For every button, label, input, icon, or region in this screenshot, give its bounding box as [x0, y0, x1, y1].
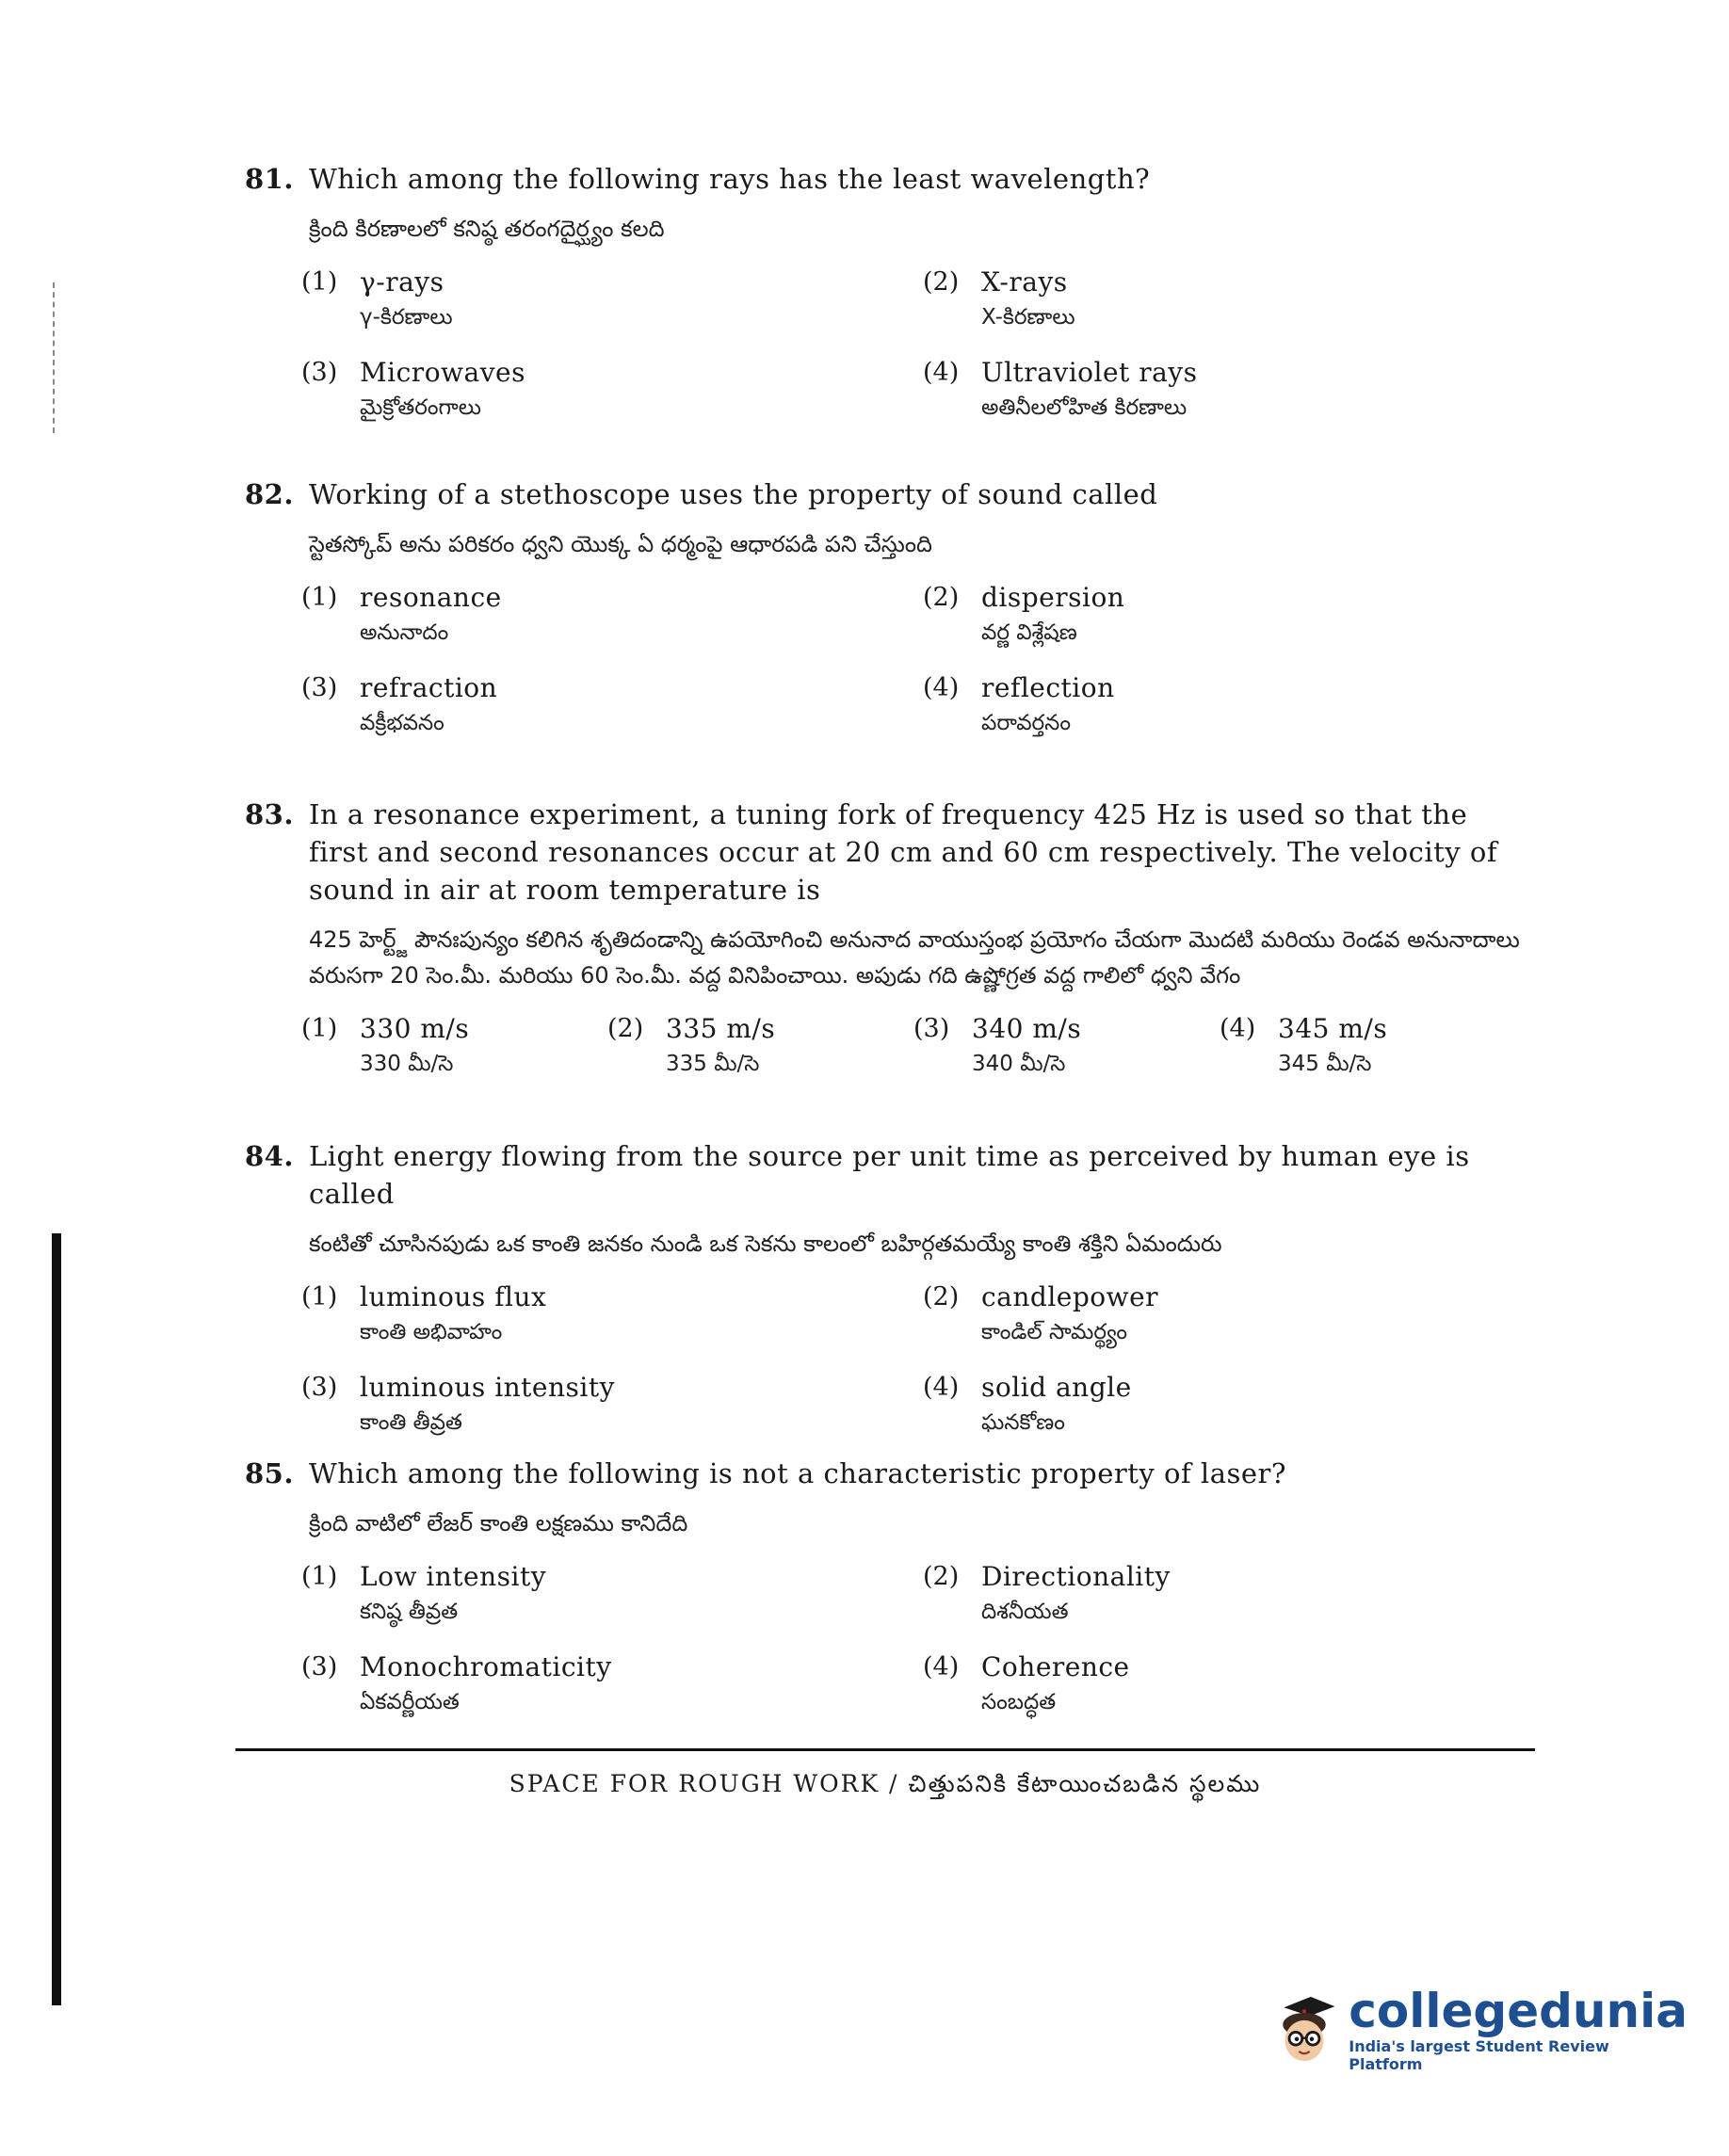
question-83: [245, 796, 1535, 1080]
option-text: dispersion: [981, 582, 1125, 613]
margin-bar: [52, 1233, 61, 2005]
option-text-telugu: దిశనీయత: [981, 1600, 1069, 1624]
option-2: [923, 579, 1507, 649]
option-text: Ultraviolet rays: [981, 357, 1198, 388]
divider-line: [235, 1748, 1535, 1751]
option-number: (1): [301, 1282, 338, 1311]
option-1: [301, 264, 923, 333]
option-text: 340 m/s: [972, 1013, 1082, 1044]
option-4: [923, 1649, 1507, 1718]
option-number: (3): [301, 358, 338, 387]
question-85: [245, 1455, 1535, 1718]
option-number: (1): [301, 583, 338, 612]
option-4: [923, 1369, 1507, 1439]
option-number: (4): [923, 1373, 960, 1402]
question-number: 85.: [245, 1457, 294, 1489]
option-text-telugu: కాంతి అభివాహం: [360, 1320, 503, 1344]
option-1: [301, 1010, 607, 1080]
option-list: [301, 1010, 1535, 1080]
option-number: (2): [923, 1282, 960, 1311]
option-number: (2): [607, 1014, 644, 1043]
brand-tagline: India's largest Student Review Platform: [1349, 2037, 1609, 2073]
option-text: solid angle: [981, 1372, 1132, 1403]
option-text: refraction: [360, 672, 498, 703]
option-text: candlepower: [981, 1281, 1159, 1312]
question-text-telugu: క్రింది కిరణాలలో కనిష్ఠ తరంగదైర్ఘ్యం కలది: [309, 216, 665, 242]
option-3: [913, 1010, 1220, 1080]
margin-dash: [53, 282, 57, 433]
option-list: [301, 264, 1535, 424]
option-number: (1): [301, 1014, 338, 1043]
option-text: 335 m/s: [666, 1013, 776, 1044]
question-number: 83.: [245, 798, 294, 830]
option-text-telugu: γ-కిరణాలు: [360, 305, 453, 330]
question-text-telugu: స్టెతస్కోప్ అను పరికరం ధ్వని యొక్క ఏ ధర్మంపై ఆధారపడి పని చేస్తుంది: [309, 531, 932, 557]
question-text: Which among the following rays has the least wavelength?: [309, 163, 1151, 195]
option-number: (4): [923, 358, 960, 387]
brand-name: collegedunia: [1349, 1984, 1688, 2038]
option-text-telugu: పరావర్తనం: [981, 711, 1071, 735]
option-text-telugu: వర్ణ విశ్లేషణ: [981, 620, 1077, 645]
option-text-telugu: కాంతి తీవ్రత: [360, 1410, 462, 1435]
option-3: [301, 1369, 923, 1439]
question-number: 84.: [245, 1140, 294, 1172]
option-2: [923, 1558, 1507, 1628]
option-list: [301, 579, 1535, 739]
option-1: [301, 1279, 923, 1348]
option-text-telugu: మైక్రోతరంగాలు: [360, 395, 481, 420]
option-1: [301, 1558, 923, 1628]
option-number: (3): [301, 673, 338, 702]
option-text: X-rays: [981, 266, 1068, 298]
option-3: [301, 1649, 923, 1718]
option-1: [301, 579, 923, 649]
option-text-telugu: 335 మీ/సె: [666, 1052, 760, 1076]
question-text-telugu: కంటితో చూసినపుడు ఒక కాంతి జనకం నుండి ఒక సెకను కాలంలో బహిర్గతమయ్యే కాంతి శక్తిని ఏమందురు: [309, 1231, 1222, 1257]
option-4: [923, 354, 1507, 424]
option-text-telugu: ఘనకోణం: [981, 1410, 1065, 1435]
option-text-telugu: అతినీలలోహిత కిరణాలు: [981, 395, 1188, 420]
question-text-telugu: క్రింది వాటిలో లేజర్ కాంతి లక్షణము కానిదేది: [309, 1510, 688, 1537]
option-text-telugu: ఏకవర్ణీయత: [360, 1690, 460, 1714]
option-text-telugu: కనిష్ఠ తీవ్రత: [360, 1600, 459, 1624]
option-text: 345 m/s: [1278, 1013, 1388, 1044]
option-text-telugu: X-కిరణాలు: [981, 305, 1075, 330]
option-text: 330 m/s: [360, 1013, 470, 1044]
option-4: [923, 669, 1507, 739]
option-text: Directionality: [981, 1561, 1171, 1592]
option-text-telugu: 340 మీ/సె: [972, 1052, 1066, 1076]
option-number: (2): [923, 267, 960, 297]
student-mascot-icon: [1273, 1963, 1337, 2095]
question-text: Which among the following is not a characteristic property of laser?: [309, 1457, 1286, 1489]
option-number: (4): [923, 673, 960, 702]
brand-logo: [1273, 1958, 1688, 2100]
question-82: [245, 475, 1535, 739]
question-text-telugu: 425 హెర్ట్జ్ పౌనఃపున్యం కలిగిన శృతిదండాన్ని ఉపయోగించి అనునాద వాయుస్తంభ ప్రయోగం చేయగా మొదటి మరియు రెండవ అనునాదాలు వరుసగా 20 సెం.మీ. మరియు 60 సెం.మీ. వద్ద వినిపించాయి. అపుడు గది ఉష్ణోగ్రత వద్ద గాలిలో ధ్వని వేగం: [309, 926, 1520, 989]
option-text: resonance: [360, 582, 502, 613]
option-2: [923, 264, 1507, 333]
rough-work-label: SPACE FOR ROUGH WORK / చిత్తుపనికి కేటాయించబడిన స్థలము: [509, 1770, 1262, 1797]
option-number: (4): [1220, 1014, 1256, 1043]
option-text: luminous flux: [360, 1281, 547, 1312]
option-number: (4): [923, 1652, 960, 1681]
option-list: [301, 1558, 1535, 1718]
option-number: (1): [301, 267, 338, 297]
question-text: In a resonance experiment, a tuning fork of frequency 425 Hz is used so that the first and second resonances occur at 20 cm and 60 cm respectively. The velocity of sound in air at room temperature is: [309, 798, 1498, 906]
option-4: [1220, 1010, 1526, 1080]
question-81: [245, 160, 1535, 424]
question-number: 82.: [245, 478, 294, 510]
option-text-telugu: సంబద్ధత: [981, 1690, 1057, 1714]
option-text: Monochromaticity: [360, 1651, 612, 1682]
option-text: γ-rays: [360, 266, 444, 298]
option-2: [607, 1010, 913, 1080]
option-2: [923, 1279, 1507, 1348]
option-number: (2): [923, 583, 960, 612]
option-number: (1): [301, 1562, 338, 1591]
option-list: [301, 1279, 1535, 1439]
option-text: luminous intensity: [360, 1372, 615, 1403]
option-text: Low intensity: [360, 1561, 547, 1592]
option-text: reflection: [981, 672, 1115, 703]
option-3: [301, 354, 923, 424]
option-text-telugu: అనునాదం: [360, 620, 449, 645]
question-number: 81.: [245, 163, 294, 195]
option-number: (3): [913, 1014, 950, 1043]
question-text: Working of a stethoscope uses the property of sound called: [309, 478, 1158, 510]
option-number: (2): [923, 1562, 960, 1591]
option-text-telugu: వక్రీభవనం: [360, 711, 444, 735]
option-3: [301, 669, 923, 739]
option-number: (3): [301, 1652, 338, 1681]
option-number: (3): [301, 1373, 338, 1402]
option-text-telugu: 330 మీ/సె: [360, 1052, 454, 1076]
option-text-telugu: 345 మీ/సె: [1278, 1052, 1372, 1076]
option-text-telugu: కాండిల్ సామర్థ్యం: [981, 1320, 1128, 1344]
question-text: Light energy flowing from the source per unit time as perceived by human eye is called: [309, 1140, 1470, 1210]
option-text: Coherence: [981, 1651, 1130, 1682]
question-84: [245, 1137, 1535, 1439]
option-text: Microwaves: [360, 357, 525, 388]
